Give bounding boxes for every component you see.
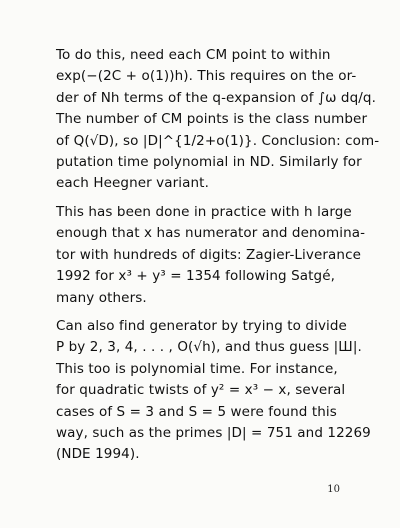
text-line: cases of S = 3 and S = 5 were found this [56, 403, 337, 420]
text-line: This has been done in practice with h large [56, 204, 352, 220]
text-line: putation time polynomial in ND. Similarly for [56, 153, 362, 170]
text-line: enough that x has numerator and denomina- [56, 225, 366, 242]
page-number: 10 [327, 484, 340, 495]
text-line: for quadratic twists of y² = x³ − x, several [56, 382, 346, 399]
text-line: To do this, need each CM point to within [56, 47, 331, 63]
text-line: The number of CM points is the class number [56, 111, 368, 128]
text-line: many others. [56, 289, 147, 306]
text-line: (NDE 1994). [56, 446, 140, 463]
paragraph-generator-search [56, 316, 371, 466]
text-line: der of Nh terms of the q-expansion of ∫ω dq/q. [56, 89, 376, 106]
text-line: 1992 for x³ + y³ = 1354 following Satgé, [56, 268, 336, 285]
text-line: each Heegner variant. [56, 175, 209, 192]
text-line: exp(−(2C + o(1))h). This requires on the or- [56, 68, 357, 85]
paragraph-cm-point-precision [56, 45, 380, 195]
paragraph-practice-examples [56, 202, 366, 309]
text-line: This too is polynomial time. For instance, [56, 360, 338, 377]
text-line: of Q(√D), so |D|^{1/2+o(1)}. Conclusion: com- [56, 132, 380, 149]
text-line: way, such as the primes |D| = 751 and 12269 [56, 424, 371, 441]
text-line: Can also find generator by trying to divide [56, 318, 347, 334]
text-line: P by 2, 3, 4, . . . , O(√h), and thus guess |Ш|. [56, 339, 362, 356]
text-line: tor with hundreds of digits: Zagier-Liverance [56, 246, 362, 263]
